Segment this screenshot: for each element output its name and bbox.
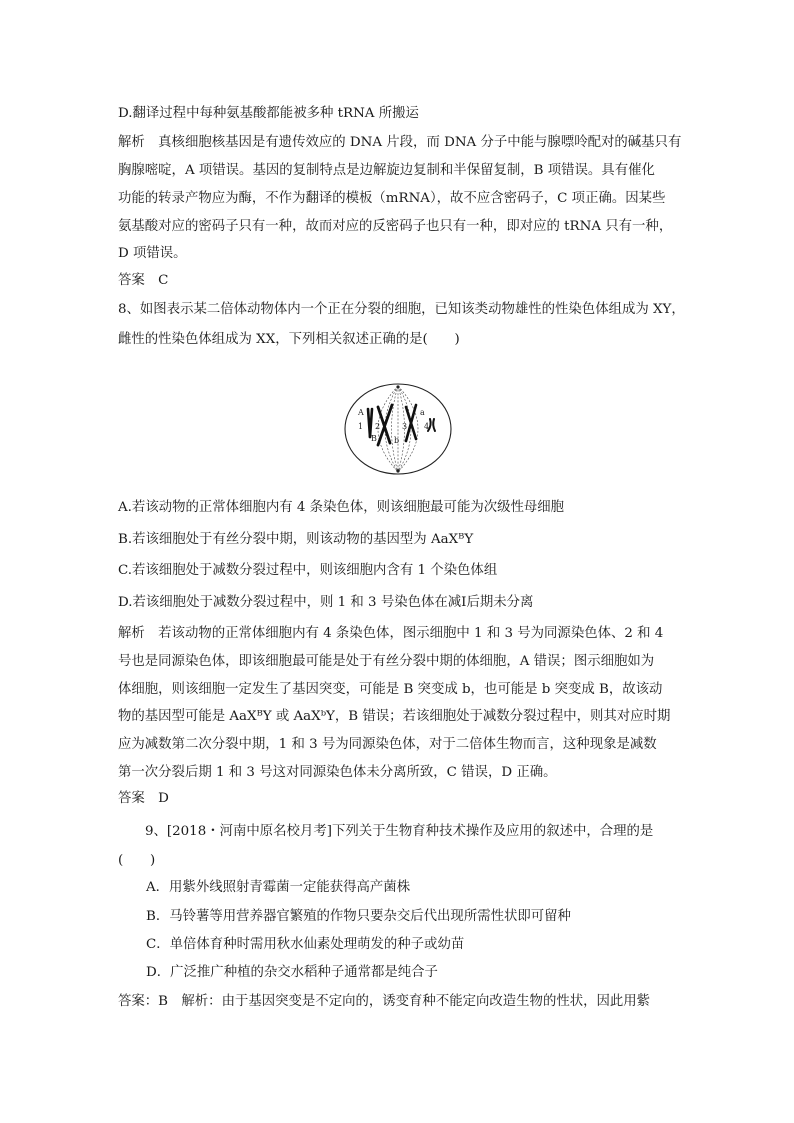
q9-option-b: B．马铃薯等用营养器官繁殖的作物只要杂交后代出现所需性状即可留种 <box>146 909 571 924</box>
q8-analysis-line-2: 号也是同源染色体，即该细胞最可能是处于有丝分裂中期的体细胞，A 错误；图示细胞如为 <box>118 654 655 669</box>
centriole-top <box>396 385 399 388</box>
q8-analysis-line-6: 第一次分裂后期 1 和 3 号这对同源染色体未分离所致，C 错误，D 正确。 <box>118 765 557 780</box>
cell-division-diagram <box>340 379 460 479</box>
q8-analysis-line-4: 物的基因型可能是 AaXᴮY 或 AaXᵇY，B 错误；若该细胞处于减数分裂过程中，则其对应时期 <box>118 709 671 724</box>
label-number-1: 1 <box>358 422 364 431</box>
label-gene-B: B <box>371 434 377 443</box>
label-gene-A: A <box>358 408 364 417</box>
chromosome-1 <box>368 409 372 437</box>
q7-analysis-line-5: D 项错误。 <box>118 246 187 261</box>
q7-analysis-line-2: 胸腺嘧啶，A 项错误。基因的复制特点是边解旋边复制和半保留复制，B 项错误。具有催化 <box>118 163 655 178</box>
q8-option-b: B.若该细胞处于有丝分裂中期，则该动物的基因型为 AaXᴮY <box>118 532 474 547</box>
q8-option-d: D.若该细胞处于减数分裂过程中，则 1 和 3 号染色体在减Ⅰ后期未分离 <box>118 595 534 610</box>
chromosome-2 <box>378 405 392 445</box>
q7-answer: 答案 C <box>118 273 169 288</box>
q9-option-a: A．用紫外线照射青霉菌一定能获得高产菌株 <box>146 880 411 895</box>
q8-answer: 答案 D <box>118 791 169 806</box>
q7-analysis-line-3: 功能的转录产物应为酶，不作为翻译的模板（mRNA），故不应含密码子，C 项正确。因某些 <box>118 191 666 206</box>
q7-option-d: D.翻译过程中每种氨基酸都能被多种 tRNA 所搬运 <box>118 106 419 121</box>
label-gene-a: a <box>420 408 425 417</box>
q8-analysis-line-1: 解析 若该动物的正常体细胞内有 4 条染色体，图示细胞中 1 和 3 号为同源染色体、2 和 4 <box>118 626 664 641</box>
q9-option-c: C．单倍体育种时需用秋水仙素处理萌发的种子或幼苗 <box>146 937 465 952</box>
q8-option-c: C.若该细胞处于减数分裂过程中，则该细胞内含有 1 个染色体组 <box>118 563 498 578</box>
q9-option-d: D．广泛推广种植的杂交水稻种子通常都是纯合子 <box>146 965 438 980</box>
q8-option-a: A.若该动物的正常体细胞内有 4 条染色体，则该细胞最可能为次级性母细胞 <box>118 500 565 515</box>
q8-stem-line-1: 8、如图表示某二倍体动物体内一个正在分裂的细胞，已知该类动物雄性的性染色体组成为 XY， <box>118 302 685 317</box>
q9-stem-line-2: ( ) <box>118 853 156 868</box>
label-number-3: 3 <box>402 422 408 431</box>
q8-analysis-line-3: 体细胞，则该细胞一定发生了基因突变，可能是 B 突变成 b，也可能是 b 突变成 B，故该动 <box>118 682 663 697</box>
q8-analysis-line-5: 应为减数第二次分裂中期，1 和 3 号为同源染色体，对于二倍体生物而言，这种现象是减数 <box>118 737 657 752</box>
q7-analysis-line-4: 氨基酸对应的密码子只有一种，故而对应的反密码子也只有一种，即对应的 tRNA 只有一种， <box>118 219 673 234</box>
label-number-2: 2 <box>375 422 381 431</box>
q9-answer-line: 答案：B 解析：由于基因突变是不定向的，诱变育种不能定向改造生物的性状，因此用紫 <box>118 994 651 1009</box>
q9-stem-line-1: 9、[2018・河南中原名校月考]下列关于生物育种技术操作及应用的叙述中，合理的是 <box>145 824 654 839</box>
label-number-4: 4 <box>424 422 430 431</box>
q7-analysis-line-1: 解析 真核细胞核基因是有遗传效应的 DNA 片段，而 DNA 分子中能与腺嘌呤配对的碱基只有 <box>118 135 682 150</box>
chromosome-3 <box>406 405 416 441</box>
label-gene-b: b <box>394 436 400 445</box>
centriole-bottom <box>396 469 399 472</box>
q8-stem-line-2: 雌性的性染色体组成为 XX，下列相关叙述正确的是( ) <box>118 332 460 347</box>
